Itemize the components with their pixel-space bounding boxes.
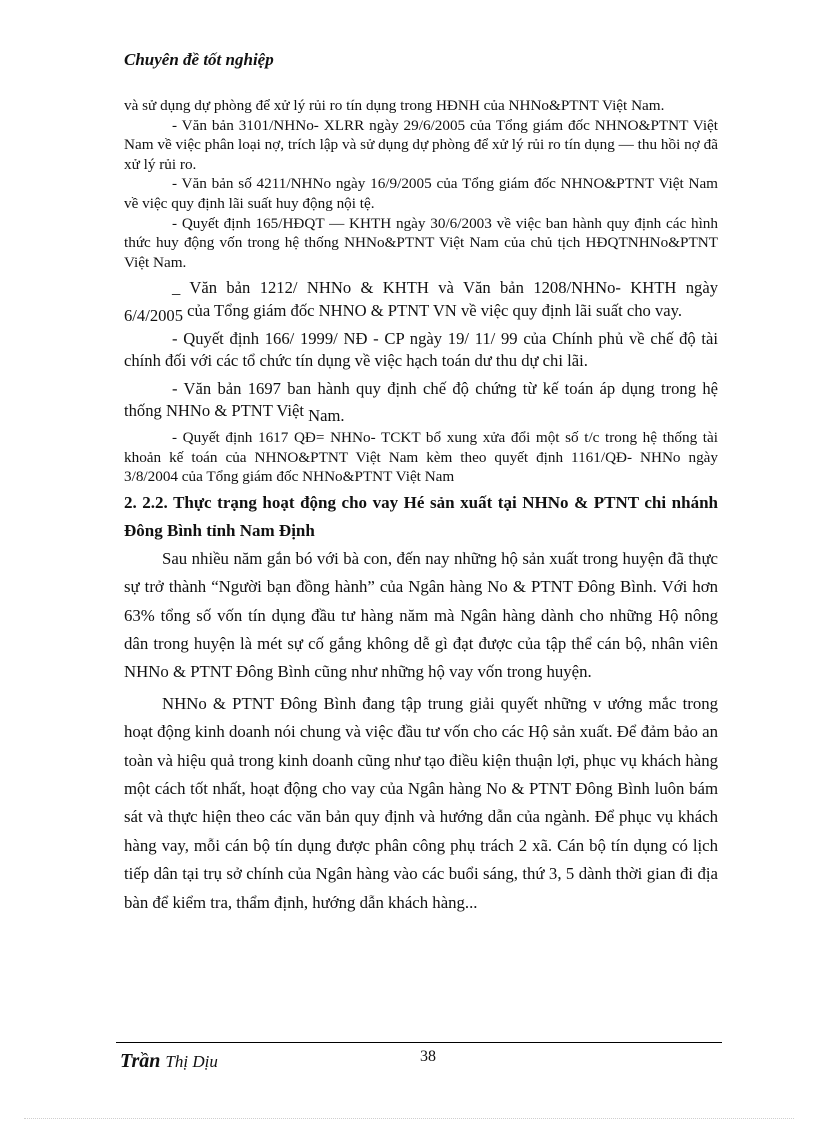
author-rest-name: Thị Dịu: [165, 1052, 218, 1071]
text-line-vanban-1212: [124, 277, 718, 325]
text-line: - Văn bản số 4211/NHNo ngày 16/9/2005 của Tổng giám đốc NHNO&PTNT Việt Nam về việc quy định lãi suất huy động nội tệ.: [124, 175, 718, 212]
page-bottom-dotted-border: [24, 1118, 794, 1119]
page-header-title: Chuyên đề tốt nghiệp: [124, 50, 274, 69]
page-number: 38: [420, 1048, 436, 1065]
text-line-vb-1697: [124, 378, 718, 426]
text-line: và sử dụng dự phòng để xử lý rủi ro tín dụng trong HĐNH của NHNo&PTNT Việt Nam.: [124, 97, 665, 114]
vb-1697-part-b: Nam.: [308, 406, 345, 426]
footer-divider: [116, 1042, 722, 1043]
author-first-name: Trần: [120, 1050, 161, 1072]
text-line-qd-1617: - Quyết định 1617 QĐ= NHNo- TCKT bổ xung xửa đổi một số t/c trong hệ thống tài khoản kế toán của NHNO&PTNT Việt Nam kèm theo quyết định 1161/QĐ- NHNo ngày 3/8/2004 của Tổng giám đốc NHNo&PTNT Việt Nam: [124, 428, 718, 486]
body-paragraph: Sau nhiều năm gắn bó với bà con, đến nay những hộ sản xuất trong huyện đã thực sự trở thành “Người bạn đồng hành” của Ngân hàng No & PTNT Đông Bình. Với hơn 63% tổng số vốn tín dụng đầu tư hàng năm mà Ngân hàng dành cho những Hộ nông dân trong huyện là mét sự cố gắng không dễ gì đạt được của tập thể cán bộ, nhân viên NHNo & PTNT Đông Bình cũng như những hộ vay vốn trong huyện.: [124, 548, 718, 682]
vanban-1212-part-b: của Tổng giám đốc NHNO & PTNT VN về việc quy định lãi suất cho vay.: [187, 300, 682, 320]
section-heading: 2. 2.2. Thực trạng hoạt động cho vay Hé sản xuất tại NHNo & PTNT chi nhánh Đông Bình tỉnh Nam Định: [124, 492, 718, 540]
vanban-1212-date: 6/4/2005: [124, 305, 184, 325]
text-line: - Văn bản 3101/NHNo- XLRR ngày 29/6/2005 của Tổng giám đốc NHNO&PTNT Việt Nam về việc phân loại nợ, trích lập và sử dụng dự phòng để xử lý rủi ro tín dụng — thu hồi nợ đã xử lý rủi ro.: [124, 116, 718, 173]
vb-1697-part-a: - Văn bản 1697 ban hành quy định chế độ chứng từ kế toán áp dụng trong hệ thống NHNo & PTNT Việt: [124, 378, 718, 421]
text-line: - Quyết định 165/HĐQT — KHTH ngày 30/6/2003 về việc ban hành quy định các hình thức huy động vốn trong hệ thống NHNo&PTNT Việt Nam của chủ tịch HĐQTNHNo&PTNT Việt Nam.: [124, 214, 718, 271]
footer-author: [120, 1050, 218, 1073]
body-paragraph: NHNo & PTNT Đông Bình đang tập trung giải quyết những v ướng mắc trong hoạt động kinh doanh nói chung và việc đầu tư vốn cho các Hộ sản xuất. Để đảm bảo an toàn và hiệu quả trong kinh doanh cũng như tạo điều kiện thuận lợi, phục vụ khách hàng một cách tốt nhất, hoạt động cho vay của Ngân hàng No & PTNT Đông Bình luôn bám sát và thực hiện theo các văn bản quy định và hướng dẫn của ngành. Để phục vụ khách hàng vay, mỗi cán bộ tín dụng được phân công phụ trách 2 xã. Cán bộ tín dụng có lịch tiếp dân tại trụ sở chính của Ngân hàng vào các buổi sáng, thứ 3, 5 dành thời gian đi địa bàn để kiểm tra, thẩm định, hướng dẫn khách hàng...: [124, 693, 718, 912]
text-line-qd-166: - Quyết định 166/ 1999/ NĐ - CP ngày 19/ 11/ 99 của Chính phủ về chế độ tài chính đối với các tổ chức tín dụng về việc hạch toán dư thu dự chi lãi.: [124, 328, 718, 371]
vanban-1212-part-a: _ Văn bản 1212/ NHNo & KHTH và Văn bản 1208/NHNo- KHTH ngày: [172, 278, 718, 298]
document-body: [124, 96, 718, 917]
